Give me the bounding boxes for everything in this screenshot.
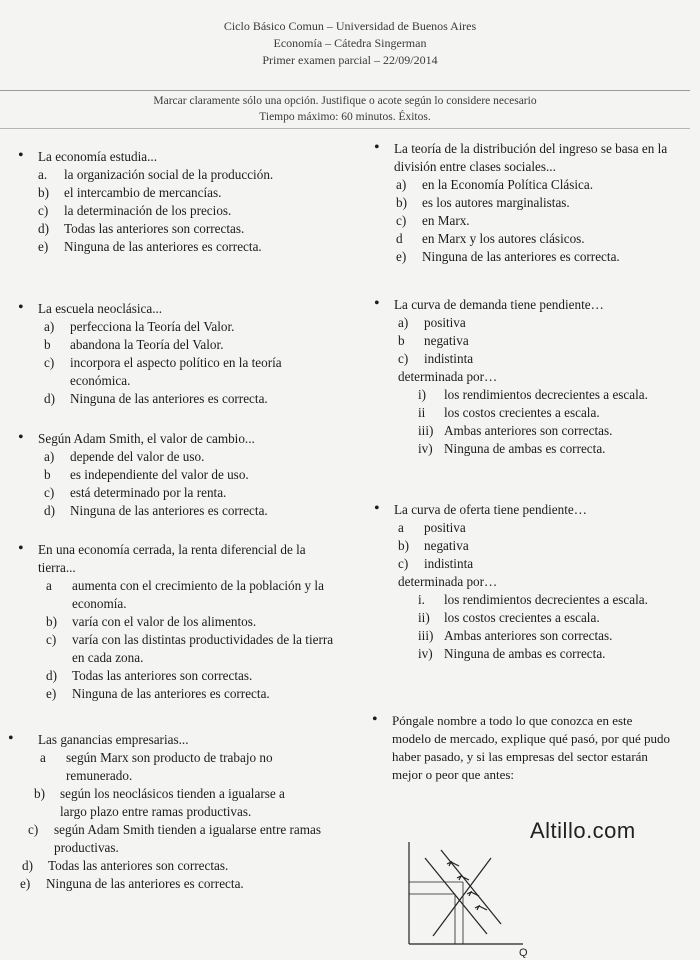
option-a[interactable]: a) perfecciona la Teoría del Valor. — [44, 319, 235, 334]
option-e[interactable]: e) Ninguna de las anteriores es correcta. — [20, 876, 244, 891]
sub-option-i[interactable]: i) los rendimientos decrecientes a escala. — [418, 387, 648, 402]
supply-curve — [433, 858, 491, 936]
option-b[interactable]: b negativa — [398, 333, 469, 348]
option-b[interactable]: b es independiente del valor de uso. — [44, 467, 249, 482]
option-a[interactable]: a positiva — [398, 520, 466, 535]
arrowhead-2 — [457, 876, 461, 880]
option-d[interactable]: d en Marx y los autores clásicos. — [396, 231, 585, 246]
sub-option-ii[interactable]: ii) los costos crecientes a escala. — [418, 610, 600, 625]
question-ganancias-empresarias — [6, 731, 346, 893]
question-escuela-neoclasica — [16, 300, 326, 408]
market-model-graph — [395, 838, 535, 958]
option-b[interactable]: b abandona la Teoría del Valor. — [44, 337, 224, 352]
arrowhead-4 — [475, 906, 479, 910]
question-stem: • La teoría de la distribución del ingreso se basa en la división entre clases sociales... — [372, 140, 682, 176]
option-d[interactable]: d) Ninguna de las anteriores es correcta. — [44, 391, 268, 406]
sub-option-ii[interactable]: ii los costos crecientes a escala. — [418, 405, 600, 420]
option-b[interactable]: b) según los neoclásicos tienden a igualarse a largo plazo entre ramas productivas. — [34, 786, 285, 819]
instructions-box — [0, 90, 690, 129]
option-c[interactable]: c) en Marx. — [396, 213, 470, 228]
question-curva-oferta — [372, 501, 672, 663]
header-exam: Primer examen parcial – 22/09/2014 — [262, 53, 438, 67]
question-stem: • En una economía cerrada, la renta diferencial de la tierra... — [16, 541, 308, 577]
sub-option-iv[interactable]: iv) Ninguna de ambas es correcta. — [418, 646, 606, 661]
option-e[interactable]: e) Ninguna de las anteriores es correcta. — [46, 686, 270, 701]
option-c[interactable]: c) está determinado por la renta. — [44, 485, 227, 500]
question-distribucion-ingreso — [372, 140, 682, 266]
question-economia — [16, 148, 326, 256]
altillo-watermark: Altillo.com — [530, 818, 636, 843]
arrowhead-1 — [447, 862, 451, 866]
question-renta-diferencial — [16, 541, 336, 703]
x-axis-label: Q — [519, 947, 528, 958]
option-c[interactable]: c) varía con las distintas productividades de la tierra en cada zona. — [46, 632, 334, 665]
option-c[interactable]: c) según Adam Smith tienden a igualarse entre ramas productivas. — [28, 822, 321, 855]
shift-arrow-4 — [479, 906, 487, 910]
option-d[interactable]: d) Todas las anteriores son correctas. — [46, 668, 253, 683]
question-stem: • Póngale nombre a todo lo que conozca en este modelo de mercado, explique qué pasó, por qué pudo haber pasado, y si las empresas del sector estarán mejor o peor que antes: — [370, 712, 670, 784]
header-course: Economía – Cátedra Singerman — [273, 36, 427, 50]
option-a[interactable]: a aumenta con el crecimiento de la población y la economía. — [46, 578, 324, 611]
arrowhead-3 — [467, 892, 471, 896]
question-modelo-mercado — [370, 712, 670, 784]
sub-option-i[interactable]: i. los rendimientos decrecientes a escala. — [418, 592, 648, 607]
option-b[interactable]: b) negativa — [398, 538, 469, 553]
option-d[interactable]: d) Ninguna de las anteriores es correcta. — [44, 503, 268, 518]
option-e[interactable]: e) Ninguna de las anteriores es correcta. — [38, 239, 262, 254]
option-a[interactable]: a) positiva — [398, 315, 466, 330]
option-b[interactable]: b) es los autores marginalistas. — [396, 195, 570, 210]
option-c[interactable]: c) indistinta — [398, 351, 474, 366]
sub-option-iii[interactable]: iii) Ambas anteriores son correctas. — [418, 423, 613, 438]
option-a[interactable]: a. la organización social de la producción. — [38, 167, 274, 182]
sub-option-iii[interactable]: iii) Ambas anteriores son correctas. — [418, 628, 613, 643]
exam-header — [0, 18, 700, 69]
option-e[interactable]: e) Ninguna de las anteriores es correcta. — [396, 249, 620, 264]
option-d[interactable]: d) Todas las anteriores son correctas. — [38, 221, 245, 236]
sub-option-iv[interactable]: iv) Ninguna de ambas es correcta. — [418, 441, 606, 456]
option-a[interactable]: a) depende del valor de uso. — [44, 449, 205, 464]
question-stem: • Según Adam Smith, el valor de cambio... — [16, 430, 326, 448]
question-stem: • Las ganancias empresarias... — [6, 731, 346, 749]
question-stem: • La curva de demanda tiene pendiente… — [372, 296, 672, 314]
option-a[interactable]: a según Marx son producto de trabajo no remunerado. — [40, 750, 273, 783]
option-c[interactable]: c) indistinta — [398, 556, 474, 571]
option-b[interactable]: b) el intercambio de mercancías. — [38, 185, 222, 200]
determined-by-label: determinada por… — [398, 369, 498, 384]
option-c[interactable]: c) incorpora el aspecto político en la teoría económica. — [44, 355, 282, 388]
question-stem: • La escuela neoclásica... — [16, 300, 326, 318]
determined-by-label: determinada por… — [398, 574, 498, 589]
option-c[interactable]: c) la determinación de los precios. — [38, 203, 232, 218]
instructions-text: Marcar claramente sólo una opción. Justifique o acote según lo considere necesario — [153, 95, 537, 107]
instructions-time: Tiempo máximo: 60 minutos. Éxitos. — [259, 111, 431, 123]
question-stem: • La curva de oferta tiene pendiente… — [372, 501, 672, 519]
option-d[interactable]: d) Todas las anteriores son correctas. — [22, 858, 229, 873]
option-a[interactable]: a) en la Economía Política Clásica. — [396, 177, 594, 192]
question-adam-smith-valor — [16, 430, 326, 520]
option-b[interactable]: b) varía con el valor de los alimentos. — [46, 614, 257, 629]
question-curva-demanda — [372, 296, 672, 458]
question-stem: • La economía estudia... — [16, 148, 326, 166]
header-university: Ciclo Básico Comun – Universidad de Buenos Aires — [223, 19, 477, 33]
